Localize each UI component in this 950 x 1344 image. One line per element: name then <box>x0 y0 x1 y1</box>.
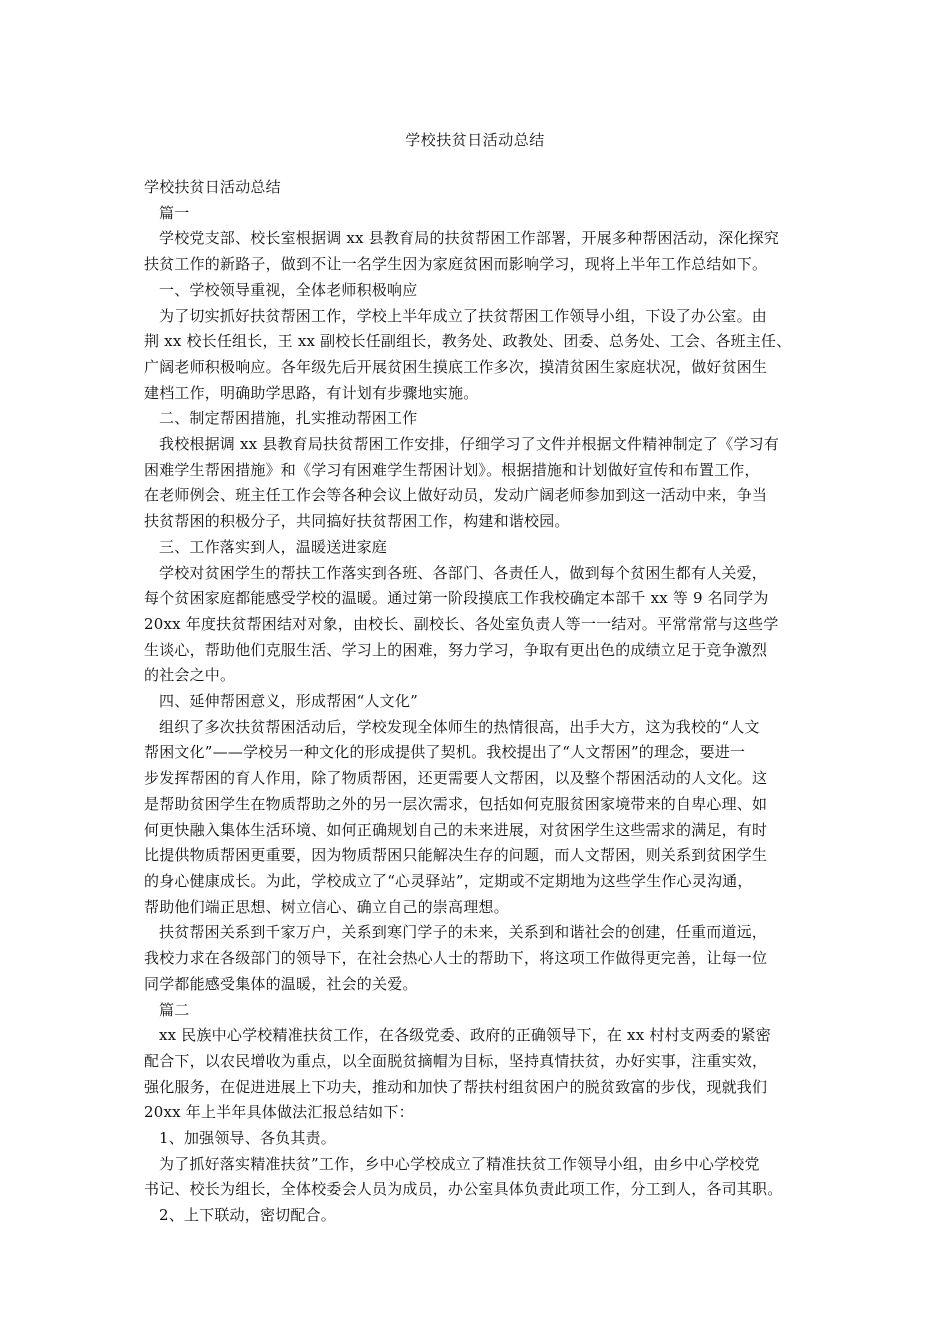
text-line: 篇一 <box>159 203 190 222</box>
text-line: 一、学校领导重视，全体老师积极响应 <box>159 280 418 299</box>
text-line: 是帮助贫困学生在物质帮助之外的另一层次需求，包括如何克服贫困家境带来的自卑心理、如 <box>144 794 768 813</box>
text-line: 困难学生帮困措施》和《学习有困难学生帮困计划》。根据措施和计划做好宣传和布置工作， <box>144 460 760 479</box>
text-line: 我校根据调 xx 县教育局扶贫帮困工作安排，仔细学习了文件并根据文件精神制定了《学习有 <box>159 435 780 454</box>
text-line: 同学都能感受集体的温暖，社会的关爱。 <box>144 974 418 993</box>
text-line: 2、上下联动，密切配合。 <box>159 1206 336 1225</box>
text-line: 强化服务，在促进进展上下功夫，推动和加快了帮扶村组贫困户的脱贫致富的步伐，现就我们 <box>144 1077 768 1096</box>
text-line: 20xx 年度扶贫帮困结对对象，由校长、副校长、各处室负责人等一一结对。平常常常与这些学 <box>144 614 779 633</box>
text-line: 为了切实抓好扶贫帮困工作，学校上半年成立了扶贫帮困工作领导小组，下设了办公室。由 <box>159 306 768 325</box>
text-line: 比提供物质帮困更重要，因为物质帮困只能解决生存的问题，而人文帮困，则关系到贫困学生 <box>144 846 768 865</box>
text-line: 四、延伸帮困意义，形成帮困“人文化” <box>159 692 418 711</box>
text-line: 广阔老师积极响应。各年级先后开展贫困生摸底工作多次，摸清贫困生家庭状况，做好贫困生 <box>144 357 768 376</box>
text-line: 学校党支部、校长室根据调 xx 县教育局的扶贫帮困工作部署，开展多种帮困活动，深化探究 <box>159 229 780 248</box>
text-line: 学校对贫困学生的帮扶工作落实到各班、各部门、各责任人，做到每个贫困生都有人关爱， <box>159 563 768 582</box>
text-line: xx 民族中心学校精准扶贫工作，在各级党委、政府的正确领导下，在 xx 村村支两委的紧密 <box>159 1026 771 1045</box>
text-line: 学校扶贫日活动总结 <box>144 178 281 196</box>
text-line: 步发挥帮困的育人作用，除了物质帮困，还更需要人文帮困，以及整个帮困活动的人文化。这 <box>144 769 768 788</box>
text-line: 配合下，以农民增收为重点，以全面脱贫摘帽为目标，坚持真情扶贫，办好实事，注重实效， <box>144 1051 768 1070</box>
text-line: 建档工作，明确助学思路，有计划有步骤地实施。 <box>144 383 479 402</box>
text-line: 生谈心，帮助他们克服生活、学习上的困难，努力学习，争取有更出色的成绩立足于竞争激烈 <box>144 640 768 659</box>
text-line: 书记、校长为组长，全体校委会人员为成员，办公室具体负责此项工作，分工到人，各司其职。 <box>144 1180 783 1199</box>
document-title: 学校扶贫日活动总结 <box>405 131 545 149</box>
text-line: 1、加强领导、各负其责。 <box>159 1129 336 1148</box>
text-line: 在老师例会、班主任工作会等各种会议上做好动员，发动广阔老师参加到这一活动中来，争当 <box>144 486 768 505</box>
text-line: 扶贫帮困的积极分子，共同搞好扶贫帮困工作，构建和谐校园。 <box>144 512 570 531</box>
text-line: 帮助他们端正思想、树立信心、确立自己的崇高理想。 <box>144 897 509 916</box>
text-line: 荆 xx 校长任组长，王 xx 副校长任副组长，教务处、政教处、团委、总务处、工会、各班主任、 <box>144 332 792 351</box>
text-line: 组织了多次扶贫帮困活动后，学校发现全体师生的热情很高，出手大方，这为我校的“人文 <box>159 717 760 736</box>
text-line: 帮困文化”——学校另一种文化的形成提供了契机。我校提出了“人文帮困”的理念，要进一 <box>144 743 746 762</box>
text-line: 二、制定帮困措施，扎实推动帮困工作 <box>159 409 418 428</box>
text-line: 三、工作落实到人，温暖送进家庭 <box>159 537 388 556</box>
text-line: 为了抓好落实精准扶贫”工作，乡中心学校成立了精准扶贫工作领导小组，由乡中心学校党 <box>159 1154 760 1173</box>
text-line: 扶贫工作的新路子，做到不让一名学生因为家庭贫困而影响学习，现将上半年工作总结如下。 <box>144 255 768 274</box>
text-line: 何更快融入集体生活环境、如何正确规划自己的未来进展，对贫困学生这些需求的满足，有时 <box>144 820 768 839</box>
text-line: 每个贫困家庭都能感受学校的温暖。通过第一阶段摸底工作我校确定本部千 xx 等 9 名同学为 <box>144 589 769 608</box>
text-line: 篇二 <box>159 1000 190 1019</box>
text-line: 我校力求在各级部门的领导下，在社会热心人士的帮助下，将这项工作做得更完善，让每一位 <box>144 949 768 968</box>
text-line: 20xx 年上半年具体做法汇报总结如下： <box>144 1103 414 1122</box>
document-body <box>144 175 808 1229</box>
text-line: 的社会之中。 <box>144 666 236 685</box>
text-line: 扶贫帮困关系到千家万户，关系到寒门学子的未来，关系到和谐社会的创建，任重而道远， <box>159 923 768 942</box>
text-line: 的身心健康成长。为此，学校成立了“心灵驿站”，定期或不定期地为这些学生作心灵沟通， <box>144 871 753 890</box>
